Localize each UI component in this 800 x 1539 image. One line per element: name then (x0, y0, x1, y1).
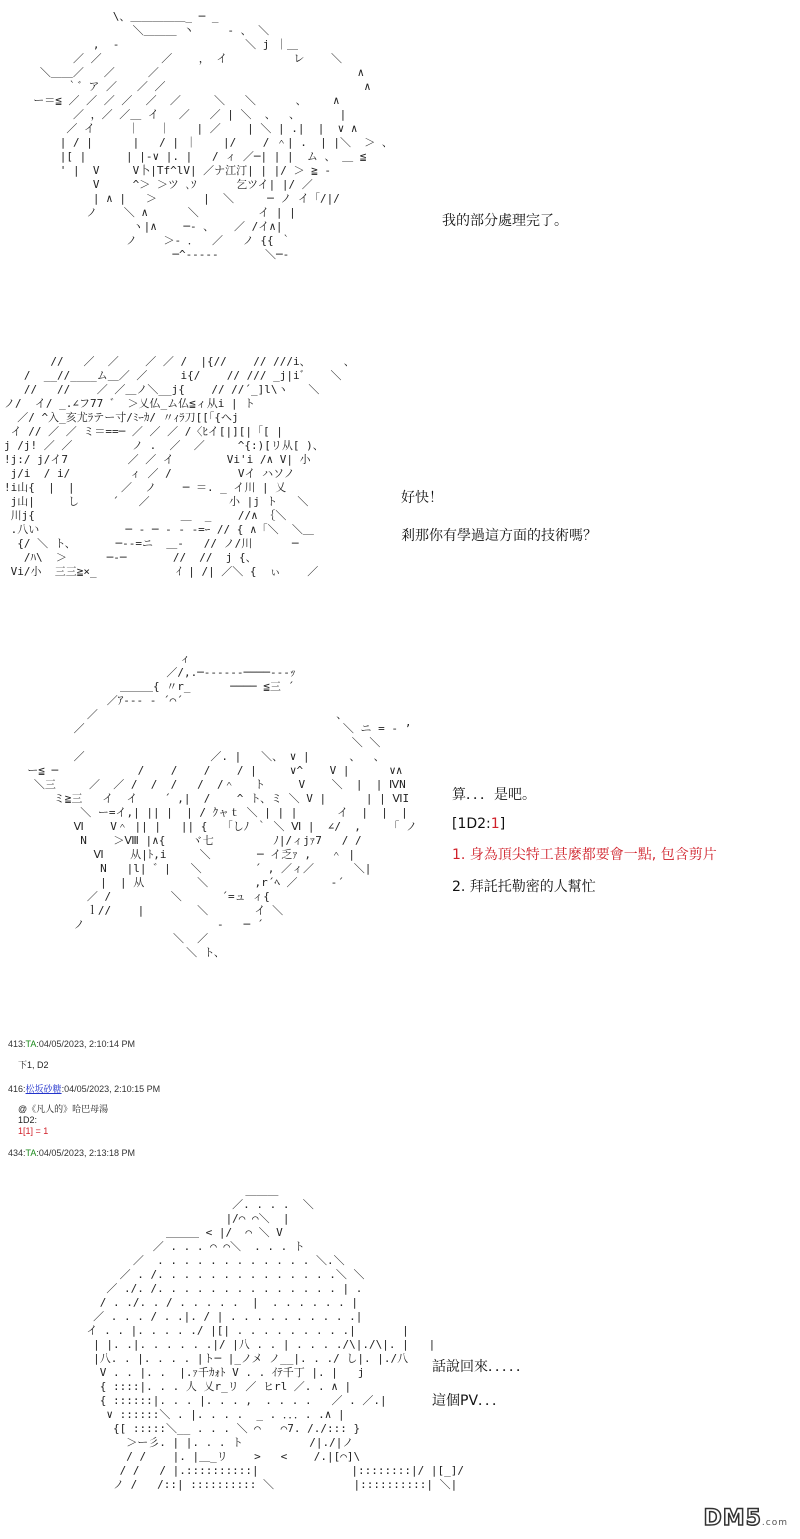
option-2: 2. 拜託托勒密的人幫忙 (452, 879, 596, 895)
post-header-416: 416:松坂砂糖:04/05/2023, 2:10:15 PM (8, 1084, 161, 1094)
option-1: 1. 身為頂尖特工甚麼都要會一點, 包含剪片 (452, 847, 717, 863)
dialog-line: 話說回來．．．．． (432, 1359, 530, 1375)
dialog-box-3 (452, 784, 717, 908)
panel-2 (0, 345, 800, 635)
panel-4 (0, 1180, 800, 1539)
dialog-box-4 (432, 1356, 530, 1422)
post-header-434: 434:TA:04/05/2023, 2:13:18 PM (8, 1148, 135, 1158)
panel-3 (0, 648, 800, 1028)
dialog-box-1 (442, 210, 568, 242)
dialog-line: 算．．．是吧。 (452, 787, 536, 803)
post-body-416: @《凡人的》哈巴母湯 1D2: 1[1] = 1 (18, 1104, 109, 1136)
dialog-box-2 (401, 487, 597, 557)
dice-result: [1D2:1] (452, 816, 506, 832)
poster-name[interactable]: TA (25, 1039, 37, 1049)
post-body-413: 下1, D2 (18, 1060, 49, 1070)
poster-name[interactable]: TA (25, 1148, 37, 1158)
ascii-art-character-3: ィ ／/,.─‐‐‐‐‐‐────‐‐‐ｯ ＿＿＿{ 〃r_ ──── ≦三 ´ ／ｱ‐‐‐ ‐ ´⌒´ ／ 、 ／ ＼ ニ = ‐ ’ ＼ ＼ ／ ／. | ＼、 ∨ | 、 、 ー≦ ─ / / / / | ∨^ V | ∨∧ ＼三 ／ ／ / / / / /＾ ト V ＼ | | ⅣN ミ≧三 イ イ ´ ,| / ^ ト、ミ ＼ V | | | ⅥI ＼ ー=イ,| || | | / ｸャｔ ＼ | | | イ | | | Ⅵ V＾ || | || { ｢しﾉ ｀ ＼ Ⅵ | ∠/ , ｢ ノ N ＞Ⅷ |∧{ ヾ七 ﾉ|/ィjｧ7 / / Ⅵ 从|ﾄ,i ＼ ─ イ乏ｧ , ＾ | N |l| ゛| ＼ ´ , ／ィ／ ＼| | | 从 ＼ ,r´ﾍ ／ ‐´ ／ / ＼ ´=ュ ィ{ ｌ// | ＼ イ ＼ ノ ‐ ─ ´ ＼ ／ ＼ ト、 (27, 652, 418, 959)
post-header-413: 413:TA:04/05/2023, 2:10:14 PM (8, 1039, 135, 1049)
ascii-art-character-4: ＿＿＿ ／. . . . ＼ |/⌒ ⌒＼ | ＿＿＿ < |/ ⌒ ＼ V ／ . . . ⌒ ⌒＼ . . . ト ／ . . . . . . . . . . . . ＼.＼ ／ . /. . . . . . . . . . . . . .＼ ＼ ／ ./. /. . . . . . . . . . . . . . | . / . ./. . / . . . . . | . . . . . . | ／ . . . / . .|. / | . . . . . . . . . .| イ . . |. . . . ./ |[| . . . . . . . . .| | | |. .|. . . . . .|/ |八 . . | . . . ./\|./\|. | | |八. . |. . . . |ト─ |_ノメ ノ__|. . ./ し|. |./八 V . . |. . |.ｧ千ｶｫﾄ V . . ｲﾃ千丁 |. | j { ::::|. . . 人 乂r_リ ／ ヒrl ／. . ∧ | { ::::::|. . . |. . . , . . . . ／ . ／.| ∨ ::::::＼ . |. . . . _ . ．．．. .∧ | {[ :::::＼__ . . . ＼ ⌒ ⌒7. /./::: } ＞ー彡. | |. . . ト /|./|ノ / / |. |＿_リ > < /.|[⌒]\ / / / |.::::::::::| |::::::::|/ |[_]/ ノ / /::| :::::::::: ＼ |::::::::::| ＼| (86, 1184, 464, 1491)
ascii-art-character-1: \、＿＿＿＿＿_ ─ _ ＼＿＿＿ 丶 ‐ 、 ＼ , ‐ ＼ j ｜＿ ／ ／ ／ ， イ レ ＼ ＼＿＿／ ／ ／ ∧ ｀゛ア ／ ／ ／ ∧ ー＝≦ ／ ／ ／ ／ ／ ／ ＼ ＼ 、 ∧ ／ ，／ ／＿ イ ／ ／ | ＼ 、 、 | ／ イ ｜ ｜ | ／ | ＼ | .| | ∨ ∧ | / | | / | ｜ |/ / ＾| . | |＼ ＞ 、 |[ | | |‐∨ |. | / ィ ／─| | | ム 、 ＿ ≦ ' | V V卜|Tf^lV| ／ナ江汀| | |/ ＞ ≧ ‐ V ^＞ ＞ツ ､ｿ 乞ツイ| |/ ／ | ∧ | ＞ | ＼ ─ ノ イ「/|/ ノ ＼ ∧ ＼ イ | | ヽ|∧ ─‐ 、 ／ /イ∧| ノ ＞‐ ． ／ ノ {{ ｀ ─^‐‐‐‐‐ ＼─‐ (33, 10, 393, 261)
dialog-line: 這個PV．．． (432, 1393, 507, 1409)
ascii-art-character-2: // ／ ／ ／ ／ / |{// // ///i、 、 / __//____ム＿／ ／ i{/ // /// _j|i゛ ＼ // // ／ ／＿ノ＼__j{ // //´_]l\ヽ ＼ ノ/ イ/ _.∠フ77 ゛ ＞乂仏_ム仏≦ィ从i | ト ／/ ^入_亥尤ﾗテー寸/ﾐｰｶ/ 〃ｨﾗ刀[[「{ヘj イ // ／ ／ ミ＝==─ ／ ／ ／ /〈ﾋイ[|][|「[ | j /j! ／ ／ ノ . ／ ／ ^{:)[リ从[ )、 !j:/ j/イ7 ／ ／ イ Vi'i /∧ V| 小 j/i / i/ ィ ／ / Vイ ハソノ !i山{ | | ／ ノ ─ ＝. _ イ川 | 乂 j山| し ´ ／ 小 |j ト ＼ 川j{ ＿ _ //∧ ｛＼ .八い ─ ‐ ─ ‐ ‐ ‐=ｰ // { ∧「＼ ＼＿ {/ ＼ ト、 ─‐‐=ニ ＿‐ // ノ/川 ─ /ﾊ\ ＞ ─‐─ // // j {、 Vi/小 三三≧×_ ｲ | /| ／＼ { ぃ ／ (4, 355, 355, 578)
dialog-line: 我的部分處理完了。 (442, 213, 568, 229)
dialog-line: 剎那你有學過這方面的技術嗎？ (401, 528, 597, 544)
poster-name[interactable]: 松坂砂糖 (25, 1084, 62, 1094)
dialog-line: 好快！ (401, 490, 443, 506)
panel-1 (0, 0, 800, 330)
site-logo: DM5.com (703, 1506, 788, 1531)
